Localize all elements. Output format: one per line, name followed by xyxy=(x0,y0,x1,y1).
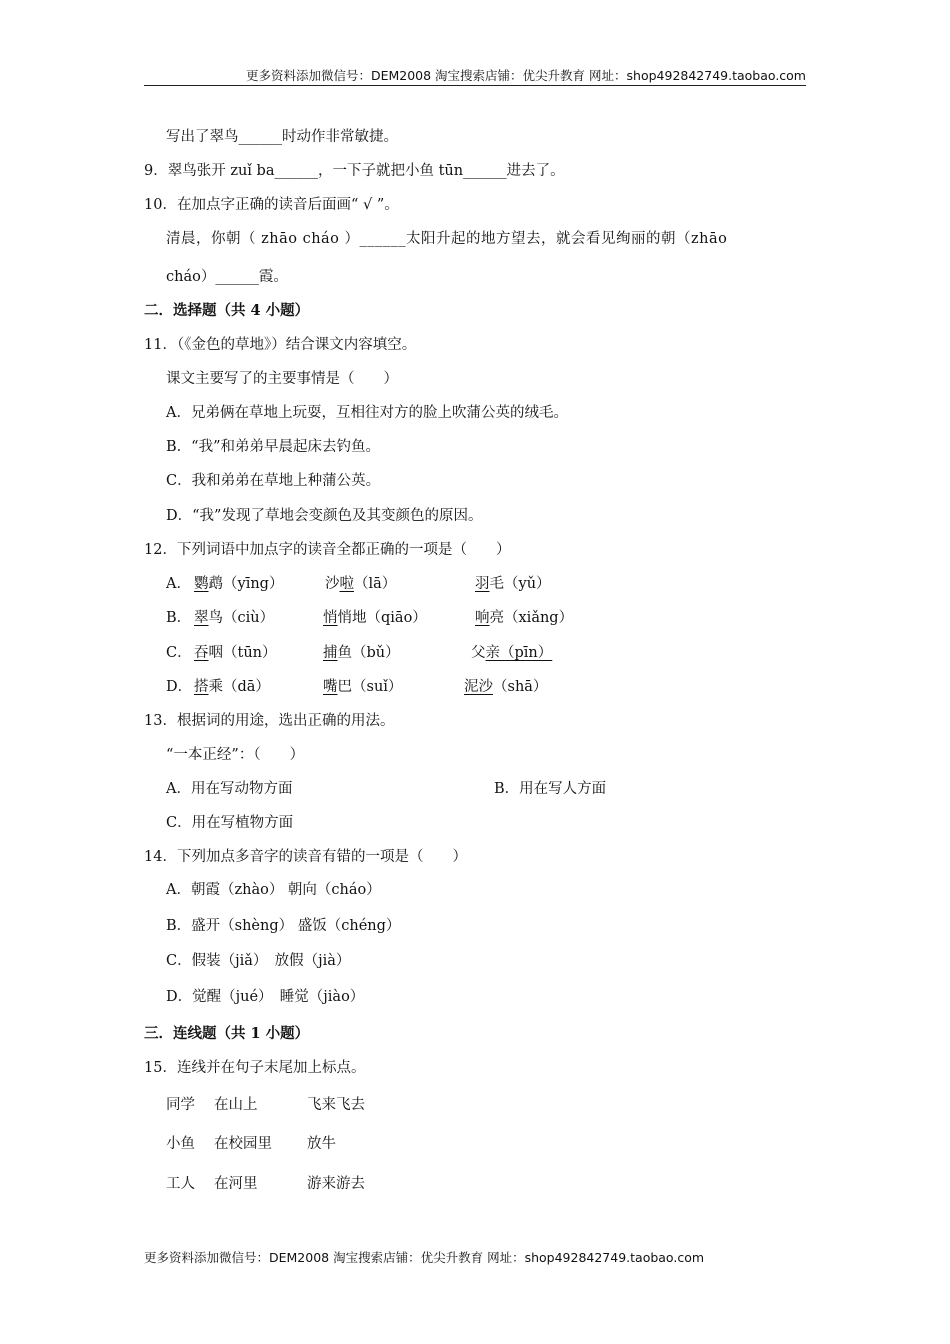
question-13-stem: “一本正经”：（ ） xyxy=(166,747,305,763)
q8-continuation: 写出了翠鸟______时动作非常敏捷。 xyxy=(166,129,398,145)
dotted-char: 嘴 xyxy=(323,679,338,695)
dotted-char: 悄 xyxy=(323,610,338,626)
dotted-char: 泥沙 xyxy=(464,679,493,695)
dotted-char: 啦 xyxy=(339,576,354,592)
q12-option-a-word-1: 鹦鹉（yīng） xyxy=(194,576,284,592)
dotted-char: 捕 xyxy=(323,645,338,661)
q12-option-d-word-1: 搭乘（dā） xyxy=(194,679,270,695)
q14-option-d: D．觉醒（jué） 睡觉（jiào） xyxy=(166,989,365,1005)
question-13-title: 13．根据词的用途，选出正确的用法。 xyxy=(144,713,395,729)
match-middle-3: 在河里 xyxy=(214,1176,258,1192)
q12-option-a-word-3: 羽毛（yǔ） xyxy=(475,576,551,592)
q11-option-a: A．兄弟俩在草地上玩耍，互相往对方的脸上吹蒲公英的绒毛。 xyxy=(166,405,568,421)
dotted-char: 吞 xyxy=(194,645,209,661)
q11-option-d: D．“我”发现了草地会变颜色及其变颜色的原因。 xyxy=(166,508,483,524)
match-middle-1: 在山上 xyxy=(214,1097,258,1113)
q12-option-c-word-1: 吞咽（tūn） xyxy=(194,645,277,661)
match-middle-2: 在校园里 xyxy=(214,1136,272,1152)
dotted-char: 响 xyxy=(475,610,490,626)
q14-option-b: B．盛开（shèng） 盛饭（chéng） xyxy=(166,918,401,934)
question-12-title: 12．下列词语中加点字的读音全都正确的一项是（ ） xyxy=(144,542,511,558)
question-10-title: 10．在加点字正确的读音后面画“ √ ”。 xyxy=(144,197,399,213)
dotted-char: 搭 xyxy=(194,679,209,695)
q12-option-c-word-2: 捕鱼（bǔ） xyxy=(323,645,400,661)
question-11-title: 11．（《金色的草地》）结合课文内容填空。 xyxy=(144,337,417,353)
q12-option-d-label: D． xyxy=(166,679,193,695)
header-divider xyxy=(144,85,806,86)
match-left-1: 同学 xyxy=(166,1097,195,1113)
q11-option-b: B．“我”和弟弟早晨起床去钓鱼。 xyxy=(166,439,380,455)
question-10-line-2: cháo）______霞。 xyxy=(166,269,288,285)
q12-option-d-word-3: 泥沙（shā） xyxy=(464,679,548,695)
q12-option-c-label: C． xyxy=(166,645,192,661)
q12-option-b-word-2: 悄悄地（qiāo） xyxy=(323,610,427,626)
q12-option-b-word-1: 翠鸟（ciù） xyxy=(194,610,275,626)
q11-option-c: C．我和弟弟在草地上种蒲公英。 xyxy=(166,473,381,489)
q13-option-c: C．用在写植物方面 xyxy=(166,815,294,831)
q12-option-b-label: B． xyxy=(166,610,192,626)
dotted-char: 亲（pīn） xyxy=(485,645,553,661)
q14-option-a: A．朝霞（zhào） 朝向（cháo） xyxy=(166,882,381,898)
q12-option-a-label: A． xyxy=(166,576,191,592)
section-3-heading: 三．连线题（共 1 小题） xyxy=(144,1025,310,1042)
section-2-heading: 二．选择题（共 4 小题） xyxy=(144,302,310,319)
dotted-char: 鹦 xyxy=(194,576,209,592)
q12-option-a-word-2: 沙啦（lā） xyxy=(325,576,397,592)
match-right-3: 游来游去 xyxy=(307,1176,365,1192)
page-footer: 更多资料添加微信号：DEM2008 淘宝搜索店铺：优尖升教育 网址：shop492842749.taobao.com xyxy=(144,1250,705,1265)
question-9: 9．翠鸟张开 zuǐ ba______，一下子就把小鱼 tūn______进去了。 xyxy=(144,163,565,179)
match-right-1: 飞来飞去 xyxy=(307,1097,365,1113)
dotted-char: 羽 xyxy=(475,576,490,592)
q12-option-c-word-3: 父亲（pīn） xyxy=(471,645,553,661)
question-15-title: 15．连线并在句子末尾加上标点。 xyxy=(144,1060,366,1076)
page-header: 更多资料添加微信号：DEM2008 淘宝搜索店铺：优尖升教育 网址：shop492842749.taobao.com xyxy=(245,68,806,83)
q13-option-a: A．用在写动物方面 xyxy=(166,781,293,797)
q13-option-b: B．用在写人方面 xyxy=(494,781,607,797)
q14-option-c: C．假装（jiǎ） 放假（jià） xyxy=(166,953,351,969)
match-left-2: 小鱼 xyxy=(166,1136,195,1152)
match-right-2: 放牛 xyxy=(307,1136,336,1152)
q12-option-d-word-2: 嘴巴（suǐ） xyxy=(323,679,403,695)
match-left-3: 工人 xyxy=(166,1176,195,1192)
question-14-title: 14．下列加点多音字的读音有错的一项是（ ） xyxy=(144,849,467,865)
q12-option-b-word-3: 响亮（xiǎng） xyxy=(475,610,574,626)
dotted-char: 翠 xyxy=(194,610,209,626)
question-10-line-1: 清晨，你朝（ zhāo cháo ）______太阳升起的地方望去，就会看见绚丽的朝（zhāo xyxy=(166,231,728,247)
question-11-stem: 课文主要写了的主要事情是（ ） xyxy=(166,371,398,387)
